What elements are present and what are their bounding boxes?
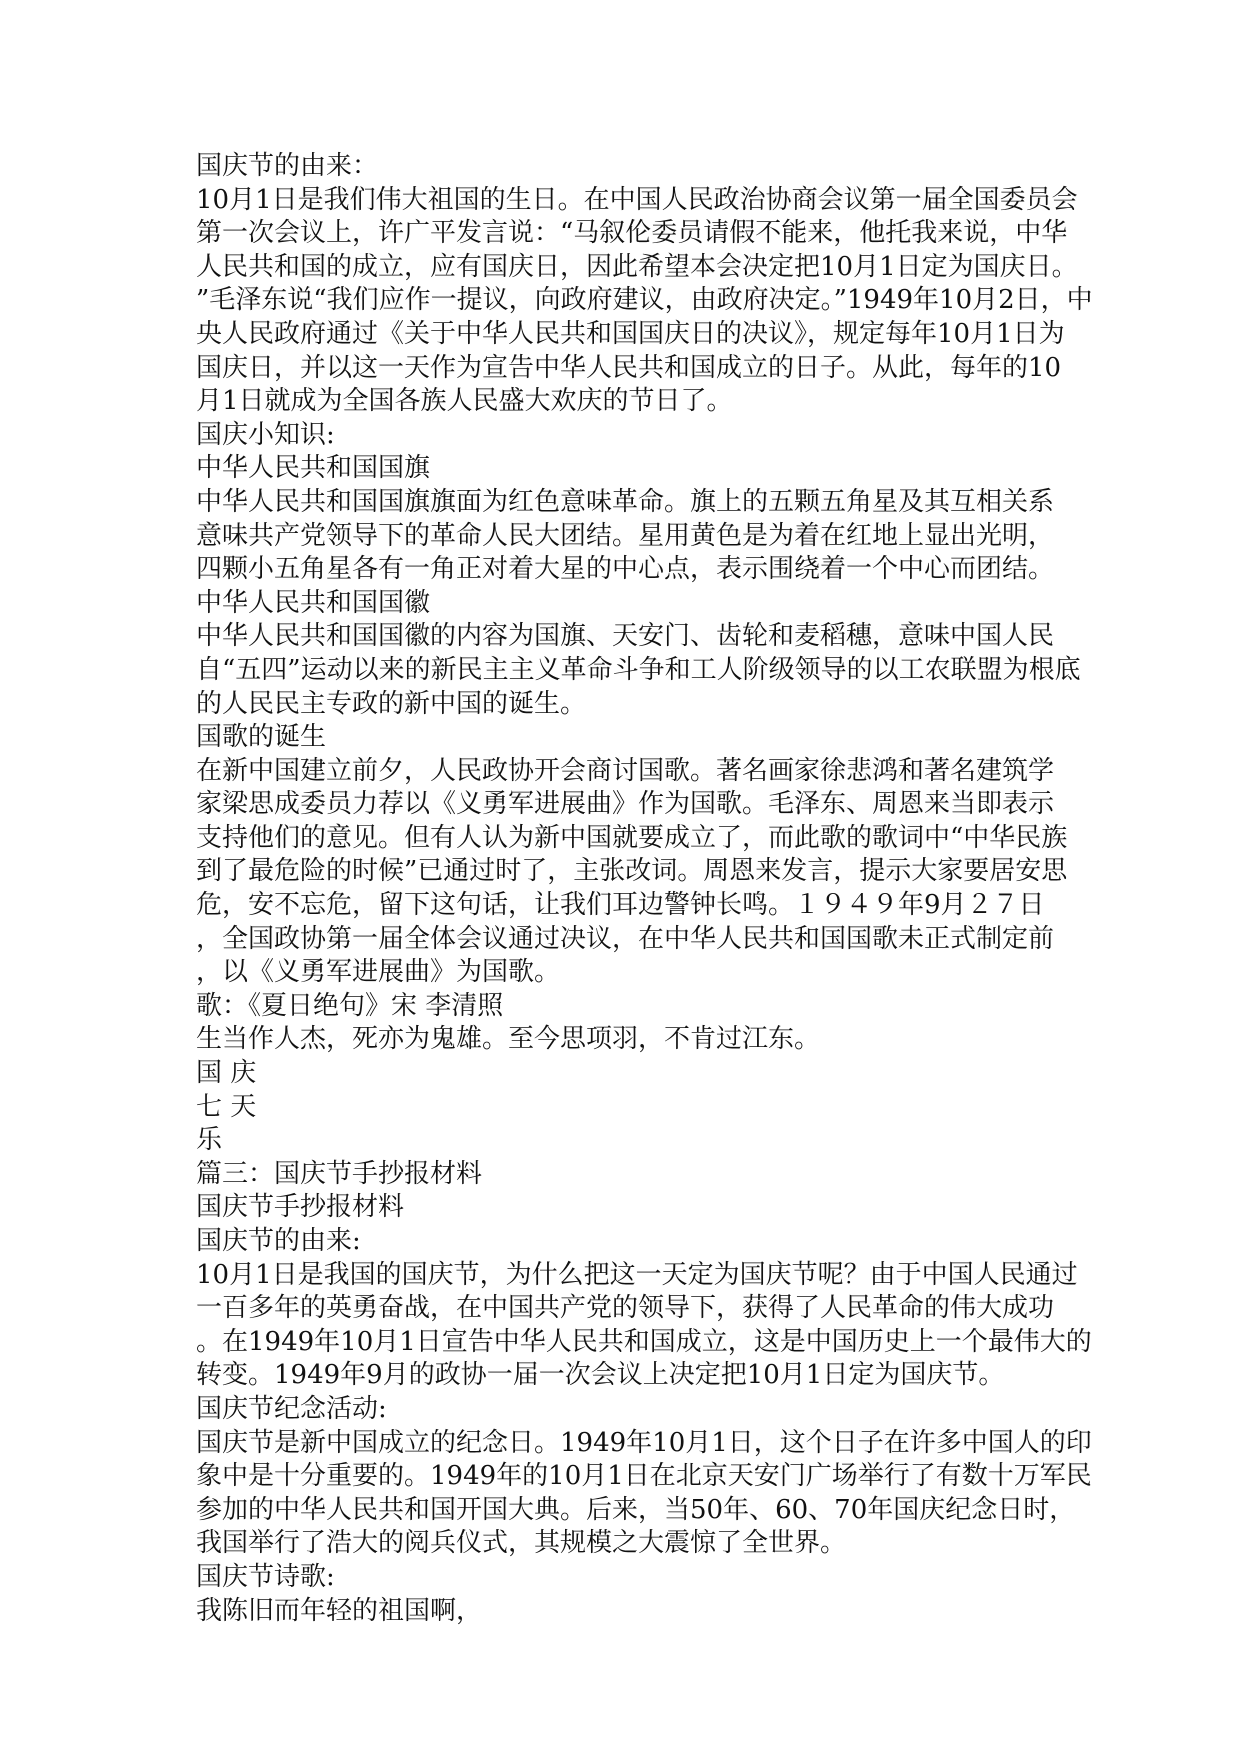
heading-origin: 国庆节的由来： <box>196 151 379 181</box>
text-line: 危，安不忘危，留下这句话，让我们耳边警钟长鸣。１９４９年9月２７日 <box>196 890 1045 921</box>
heading-activities: 国庆节纪念活动: <box>196 1393 387 1424</box>
heading-emblem: 中华人民共和国国徽 <box>196 587 431 618</box>
text-line: 的人民民主专政的新中国的诞生。 <box>196 688 587 719</box>
text-line: 央人民政府通过《关于中华人民共和国国庆日的决议》，规定每年10月1日为 <box>196 318 1065 349</box>
text-line: 四颗小五角星各有一角正对着大星的中心点，表示围绕着一个中心而团结。 <box>196 554 1055 585</box>
text-line: 转变。1949年9月的政协一届一次会议上决定把10月1日定为国庆节。 <box>196 1360 1005 1391</box>
text-line: 支持他们的意见。但有人认为新中国就要成立了，而此歌的歌词中“中华民族 <box>196 822 1068 853</box>
text-line: 象中是十分重要的。1949年的10月1日在北京天安门广场举行了有数十万军民 <box>196 1461 1092 1492</box>
poem-line: 我陈旧而年轻的祖国啊， <box>196 1595 483 1626</box>
text-line: 意味共产党领导下的革命人民大团结。星用黄色是为着在红地上显出光明， <box>196 520 1055 551</box>
text-line: 中华人民共和国国旗旗面为红色意味革命。旗上的五颗五角星及其互相关系 <box>196 486 1055 517</box>
heading-flag: 中华人民共和国国旗 <box>196 453 431 484</box>
text-line: 国庆日，并以这一天作为宣告中华人民共和国成立的日子。从此，每年的10 <box>196 352 1062 383</box>
text-line: 中华人民共和国国徽的内容为国旗、天安门、齿轮和麦稻穗，意味中国人民 <box>196 621 1055 652</box>
heading-poems: 国庆节诗歌: <box>196 1561 335 1592</box>
text-line: 自“五四”运动以来的新民主主义革命斗争和工人阶级领导的以工农联盟为根底 <box>196 654 1081 685</box>
text-line: 家梁思成委员力荐以《义勇军进展曲》作为国歌。毛泽东、周恩来当即表示 <box>196 789 1055 820</box>
text-line: 。在1949年10月1日宣告中华人民共和国成立，这是中国历史上一个最伟大的 <box>196 1326 1092 1357</box>
text-line: 人民共和国的成立，应有国庆日，因此希望本会决定把10月1日定为国庆日。 <box>196 251 1078 282</box>
text-line: 到了最危险的时候”已通过时了，主张改词。周恩来发言，提示大家要居安思 <box>196 856 1068 887</box>
short-line: 乐 <box>196 1125 223 1156</box>
document-page <box>196 150 1093 1628</box>
text-line: 10月1日是我们伟大祖国的生日。在中国人民政治协商会议第一届全国委员会 <box>196 184 1078 215</box>
poem-title: 歌：《夏日绝句》宋 李清照 <box>196 990 504 1021</box>
section-subtitle: 国庆节手抄报材料 <box>196 1192 405 1223</box>
heading-knowledge: 国庆小知识: <box>196 419 335 450</box>
text-line: 月1日就成为全国各族人民盛大欢庆的节日了。 <box>196 386 733 417</box>
text-line: ，全国政协第一届全体会议通过决议，在中华人民共和国国歌未正式制定前 <box>196 923 1055 954</box>
heading-origin-2: 国庆节的由来: <box>196 1226 361 1256</box>
text-line: 10月1日是我国的国庆节，为什么把这一天定为国庆节呢？由于中国人民通过 <box>196 1259 1078 1290</box>
text-line: ”毛泽东说“我们应作一提议，向政府建议，由政府决定。”1949年10月2日，中 <box>196 285 1093 316</box>
text-line: 在新中国建立前夕，人民政协开会商讨国歌。著名画家徐悲鸿和著名建筑学 <box>196 755 1055 786</box>
text-line: ，以《义勇军进展曲》为国歌。 <box>196 957 561 988</box>
short-line: 七 天 <box>196 1091 257 1122</box>
heading-anthem: 国歌的诞生 <box>196 722 327 753</box>
short-line: 国 庆 <box>196 1058 257 1089</box>
text-line: 一百多年的英勇奋战，在中国共产党的领导下，获得了人民革命的伟大成功 <box>196 1293 1055 1324</box>
text-line: 我国举行了浩大的阅兵仪式，其规模之大震惊了全世界。 <box>196 1528 847 1559</box>
text-line: 参加的中华人民共和国开国大典。后来，当50年、60、70年国庆纪念日时， <box>196 1494 1076 1525</box>
poem-line: 生当作人杰，死亦为鬼雄。至今思项羽，不肯过江东。 <box>196 1024 821 1055</box>
text-line: 国庆节是新中国成立的纪念日。1949年10月1日，这个日子在许多中国人的印 <box>196 1427 1092 1458</box>
text-line: 第一次会议上，许广平发言说：“马叙伦委员请假不能来，他托我来说，中华 <box>196 218 1068 249</box>
section-title: 篇三：国庆节手抄报材料 <box>196 1158 483 1189</box>
